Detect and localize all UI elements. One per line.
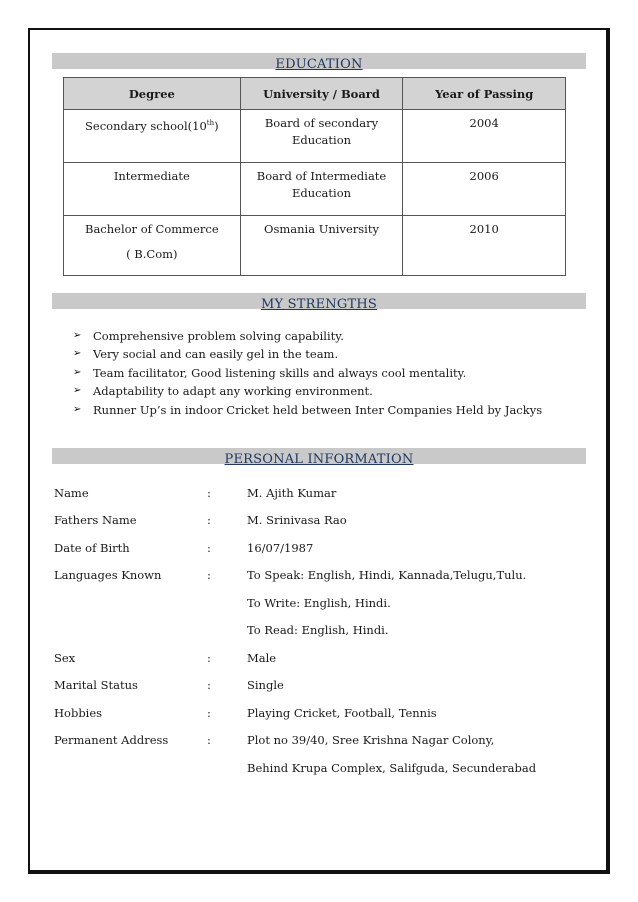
list-item xyxy=(73,364,542,382)
education-table-header xyxy=(64,78,566,110)
sex-label: Sex xyxy=(54,651,76,665)
column-header-year: Year of Passing xyxy=(403,78,566,110)
board-cell xyxy=(240,163,403,216)
languages-speak: To Speak: English, Hindi, Kannada,Telugu,Tulu. xyxy=(247,568,527,582)
arrowhead-bullet-icon: ➢ xyxy=(73,330,82,341)
table-row xyxy=(64,216,566,276)
address-line-1: Plot no 39/40, Sree Krishna Nagar Colony, xyxy=(247,733,495,747)
languages-label: Languages Known xyxy=(54,568,162,582)
board-cell: Osmania University xyxy=(240,216,403,276)
list-item xyxy=(73,401,542,419)
colon-separator: : xyxy=(207,486,211,500)
board-line-1: Board of Intermediate xyxy=(256,169,387,183)
fathers-name-value: M. Srinivasa Rao xyxy=(247,513,347,527)
table-row xyxy=(64,110,566,163)
table-row xyxy=(64,163,566,216)
dob-label: Date of Birth xyxy=(54,541,130,555)
languages-read: To Read: English, Hindi. xyxy=(247,623,389,637)
arrowhead-bullet-icon: ➢ xyxy=(73,403,82,415)
colon-separator: : xyxy=(207,568,211,582)
address-line-2: Behind Krupa Complex, Salifguda, Secunderabad xyxy=(247,761,537,775)
degree-cell xyxy=(64,216,241,276)
marital-status-label: Marital Status xyxy=(54,678,138,692)
board-line-2: Education xyxy=(291,133,352,147)
strength-text: Team facilitator, Good listening skills and always cool mentality. xyxy=(93,365,467,380)
degree-suffix: ) xyxy=(214,118,219,133)
arrowhead-bullet-icon: ➢ xyxy=(73,366,82,378)
address-label: Permanent Address xyxy=(54,733,169,747)
colon-separator: : xyxy=(207,541,211,555)
arrowhead-bullet-icon: ➢ xyxy=(73,385,82,397)
board-cell xyxy=(240,110,403,163)
colon-separator: : xyxy=(207,513,211,527)
degree-cell: Intermediate xyxy=(64,163,241,216)
hobbies-value: Playing Cricket, Football, Tennis xyxy=(247,706,437,720)
strength-text: Runner Up’s in indoor Cricket held between Inter Companies Held by Jackys xyxy=(93,402,543,417)
name-label: Name xyxy=(54,486,89,500)
degree-line-2: ( B.Com) xyxy=(126,247,178,261)
education-table xyxy=(63,77,566,276)
colon-separator: : xyxy=(207,678,211,692)
personal-info-heading: PERSONAL INFORMATION xyxy=(224,452,414,467)
colon-separator: : xyxy=(207,706,211,720)
strengths-list xyxy=(73,327,542,419)
degree-line-1: Bachelor of Commerce xyxy=(85,222,219,236)
education-heading-bar xyxy=(52,53,586,72)
year-cell: 2004 xyxy=(403,110,566,163)
list-item xyxy=(73,345,542,363)
year-cell: 2010 xyxy=(403,216,566,276)
strengths-heading: MY STRENGTHS xyxy=(261,297,377,312)
board-line-1: Board of secondary xyxy=(264,116,379,130)
colon-separator: : xyxy=(207,733,211,747)
strength-text: Comprehensive problem solving capability. xyxy=(93,329,344,343)
education-heading: EDUCATION xyxy=(275,57,363,72)
list-item xyxy=(73,327,542,345)
sex-value: Male xyxy=(247,651,277,665)
strengths-heading-bar xyxy=(52,293,586,312)
fathers-name-label: Fathers Name xyxy=(54,513,137,527)
arrowhead-bullet-icon: ➢ xyxy=(73,348,82,360)
column-header-degree: Degree xyxy=(64,78,241,110)
languages-write: To Write: English, Hindi. xyxy=(247,596,391,610)
board-line-2: Education xyxy=(291,186,352,200)
strength-text: Adaptability to adapt any working environment. xyxy=(93,384,373,399)
column-header-university: University / Board xyxy=(240,78,403,110)
hobbies-label: Hobbies xyxy=(54,706,103,720)
dob-value: 16/07/1987 xyxy=(247,541,314,555)
strength-text: Very social and can easily gel in the team. xyxy=(93,347,339,362)
degree-text: Secondary school(10 xyxy=(85,118,207,133)
degree-cell xyxy=(64,110,241,163)
colon-separator: : xyxy=(207,651,211,665)
degree-superscript: th xyxy=(206,119,215,127)
name-value: M. Ajith Kumar xyxy=(247,486,337,500)
year-cell: 2006 xyxy=(403,163,566,216)
personal-info-heading-bar xyxy=(52,448,586,467)
marital-status-value: Single xyxy=(247,678,284,692)
list-item xyxy=(73,382,542,400)
